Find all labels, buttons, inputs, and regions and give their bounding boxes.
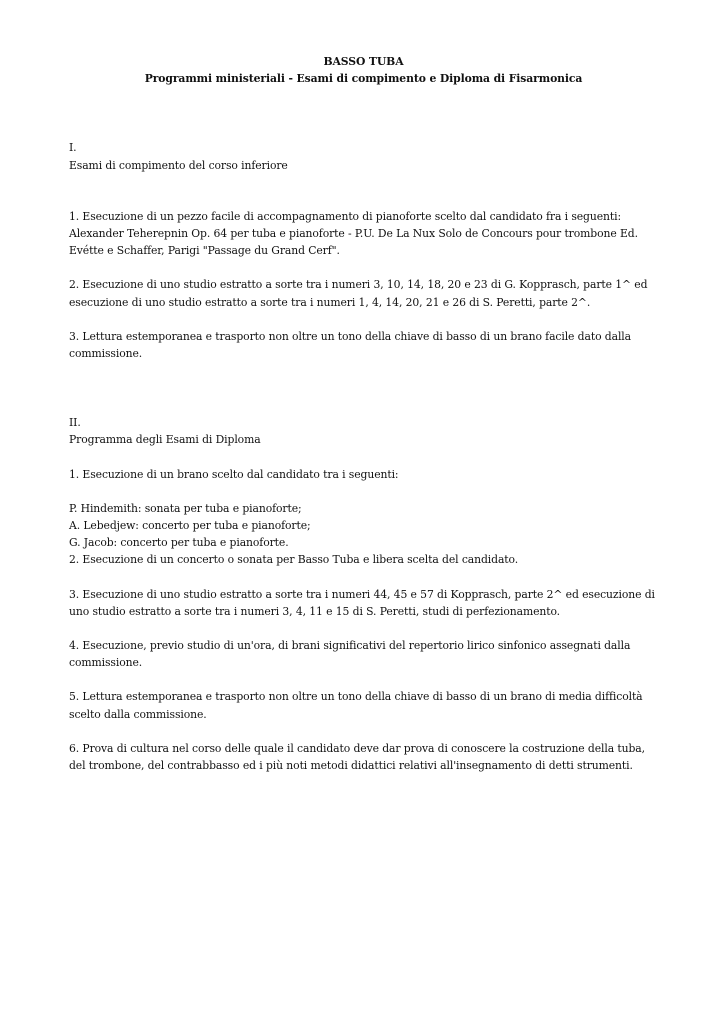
section-2-item-3: 3. Esecuzione di uno studio estratto a sorte tra i numeri 44, 45 e 57 di Kopprasch, parte 2^ ed esecuzione di uno studio estratto a sorte tra i numeri 3, 4, 11 e 15 di S. Peretti, studi di perfezionamento. xyxy=(69,587,655,618)
repertoire-list-item: P. Hindemith: sonata per tuba e pianoforte; xyxy=(69,501,302,515)
section-2-numeral: II. xyxy=(69,416,81,430)
section-2-item-6: 6. Prova di cultura nel corso delle quale il candidato deve dar prova di conoscere la costruzione della tuba, del trombone, del contrabbasso ed i più noti metodi didattici relativi all'insegnamento di detti strumenti. xyxy=(69,741,645,773)
document-title: BASSO TUBA xyxy=(323,55,404,68)
section-2 xyxy=(69,414,658,774)
section-1-item-1: 1. Esecuzione di un pezzo facile di accompagnamento di pianoforte scelto dal candidato fra i seguenti: Alexander Teherepnin Op. 64 per tuba e pianoforte - P.U. De La Nux Solo de Concours pour trombone Ed. Evétte e Schaffer, Parigi "Passage du Grand Cerf". xyxy=(69,209,638,258)
document-header xyxy=(69,53,658,87)
repertoire-list-item: G. Jacob: concerto per tuba e pianoforte. xyxy=(69,536,289,550)
section-2-heading: Programma degli Esami di Diploma xyxy=(69,433,261,447)
repertoire-list-item: A. Lebedjew: concerto per tuba e pianoforte; xyxy=(69,519,311,533)
section-2-item-2: 2. Esecuzione di un concerto o sonata per Basso Tuba e libera scelta del candidato. xyxy=(69,553,519,567)
section-2-item-1: 1. Esecuzione di un brano scelto dal candidato tra i seguenti: xyxy=(69,467,399,481)
section-1-item-2: 2. Esecuzione di uno studio estratto a sorte tra i numeri 3, 10, 14, 18, 20 e 23 di G. Kopprasch, parte 1^ ed esecuzione di uno studio estratto a sorte tra i numeri 1, 4, 14, 20, 21 e 26 di S. Peretti, parte 2^. xyxy=(69,278,648,309)
section-1-numeral: I. xyxy=(69,141,77,155)
section-1-item-3: 3. Lettura estemporanea e trasporto non oltre un tono della chiave di basso di un brano facile dato dalla commissione. xyxy=(69,329,631,361)
section-1 xyxy=(69,139,658,362)
document-subtitle: Programmi ministeriali - Esami di compimento e Diploma di Fisarmonica xyxy=(144,72,583,86)
section-2-item-4: 4. Esecuzione, previo studio di un'ora, di brani significativi del repertorio lirico sinfonico assegnati dalla commissione. xyxy=(69,639,631,670)
section-2-item-5: 5. Lettura estemporanea e trasporto non oltre un tono della chiave di basso di un brano di media difficoltà scelto dalla commissione. xyxy=(69,690,643,721)
section-1-heading: Esami di compimento del corso inferiore xyxy=(69,158,288,172)
